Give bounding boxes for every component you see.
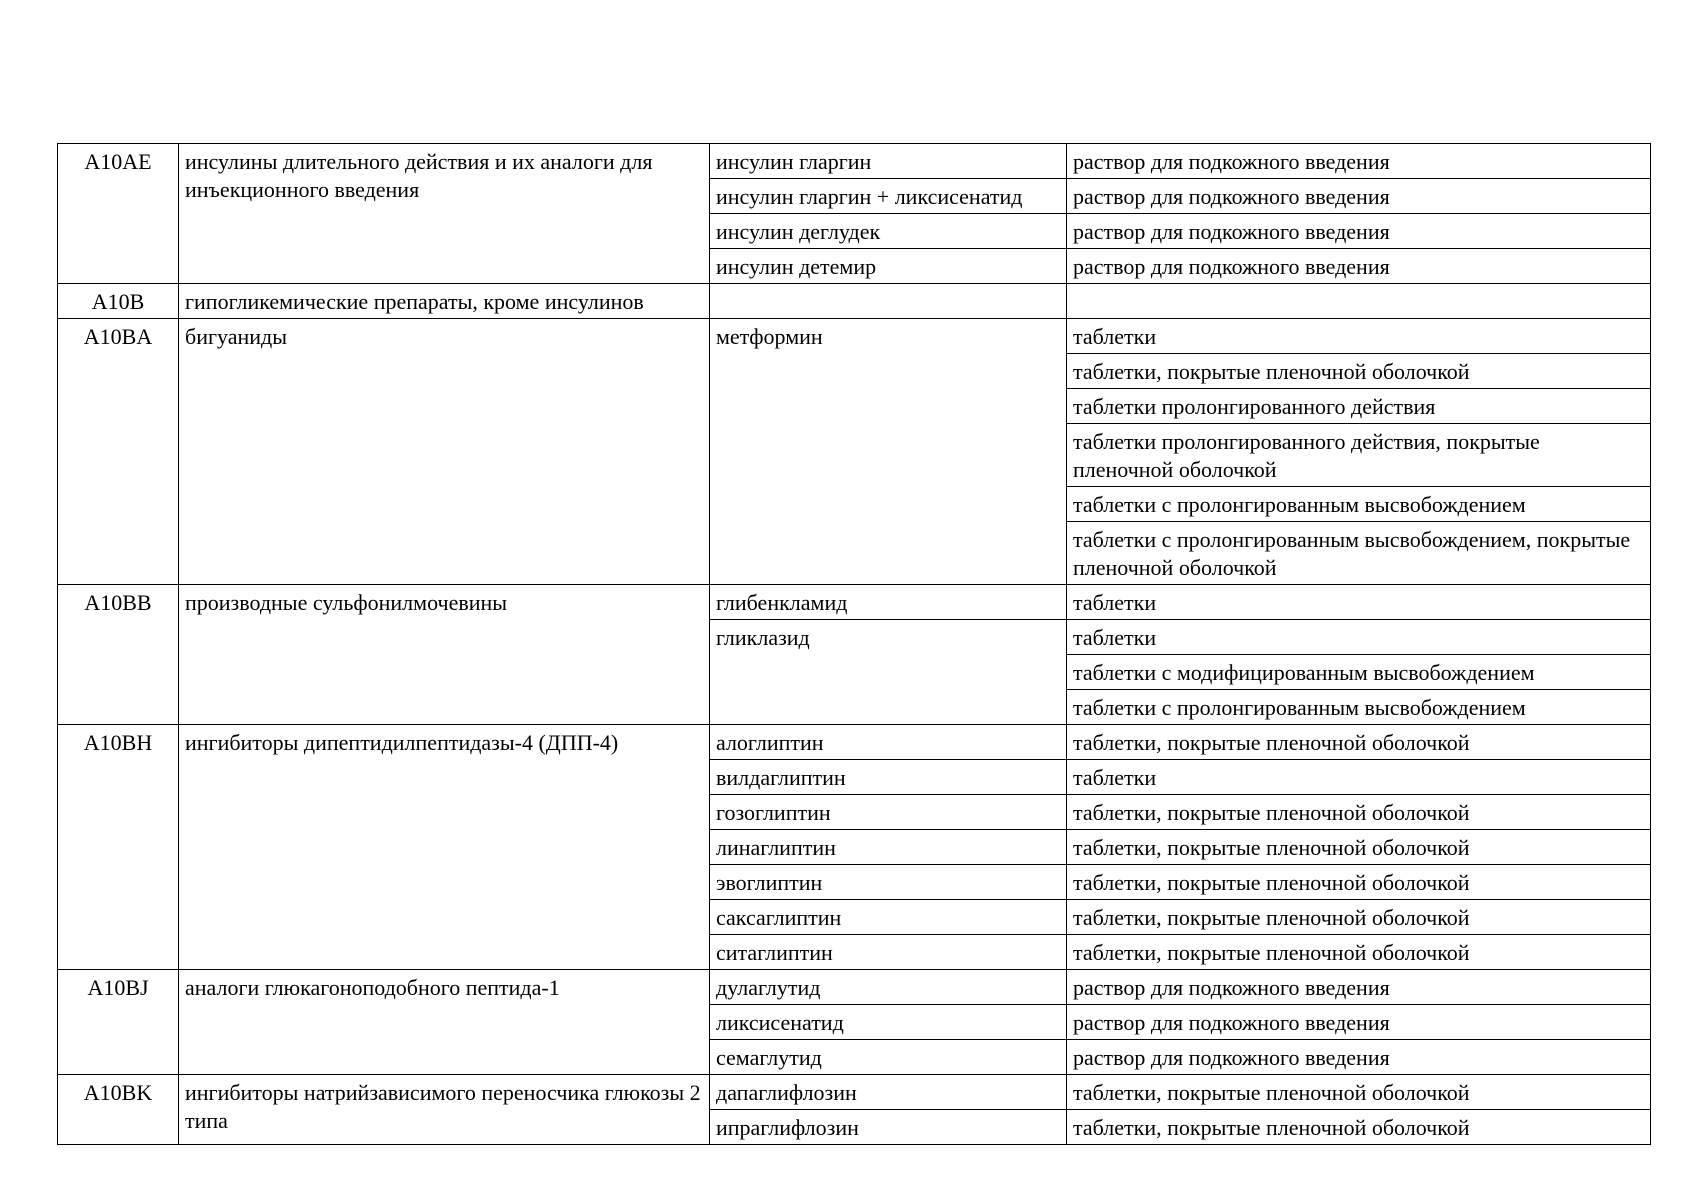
table-row: [58, 725, 1651, 760]
dosage-form-cell: таблетки с пролонгированным высвобождением: [1067, 487, 1651, 522]
dosage-form-cell: раствор для подкожного введения: [1067, 1005, 1651, 1040]
drug-name-cell: ситаглиптин: [710, 935, 1067, 970]
group-name-cell: инсулины длительного действия и их аналоги для инъекционного введения: [179, 144, 710, 284]
dosage-form-cell: таблетки: [1067, 760, 1651, 795]
atc-code-cell: A10BK: [58, 1075, 179, 1145]
atc-code-cell: A10BB: [58, 585, 179, 725]
drug-name-cell: ликсисенатид: [710, 1005, 1067, 1040]
dosage-form-cell: таблетки пролонгированного действия: [1067, 389, 1651, 424]
drug-name-cell: вилдаглиптин: [710, 760, 1067, 795]
drug-name-cell: эвоглиптин: [710, 865, 1067, 900]
dosage-form-cell: таблетки, покрытые пленочной оболочкой: [1067, 725, 1651, 760]
dosage-form-cell: раствор для подкожного введения: [1067, 179, 1651, 214]
group-name-cell: ингибиторы натрийзависимого переносчика глюкозы 2 типа: [179, 1075, 710, 1145]
atc-code-cell: A10BH: [58, 725, 179, 970]
dosage-form-cell: таблетки, покрытые пленочной оболочкой: [1067, 795, 1651, 830]
drug-name-cell: семаглутид: [710, 1040, 1067, 1075]
drug-name-cell: ипраглифлозин: [710, 1110, 1067, 1145]
dosage-form-cell: таблетки, покрытые пленочной оболочкой: [1067, 1075, 1651, 1110]
dosage-form-cell: раствор для подкожного введения: [1067, 214, 1651, 249]
table-row: [58, 284, 1651, 319]
dosage-form-cell: таблетки: [1067, 319, 1651, 354]
dosage-form-cell: раствор для подкожного введения: [1067, 249, 1651, 284]
drug-name-cell: гозоглиптин: [710, 795, 1067, 830]
drug-name-cell: инсулин гларгин + ликсисенатид: [710, 179, 1067, 214]
dosage-form-cell: таблетки с пролонгированным высвобождением: [1067, 690, 1651, 725]
dosage-form-cell: таблетки с модифицированным высвобождением: [1067, 655, 1651, 690]
dosage-form-cell: раствор для подкожного введения: [1067, 970, 1651, 1005]
dosage-form-cell: раствор для подкожного введения: [1067, 144, 1651, 179]
dosage-form-cell: таблетки, покрытые пленочной оболочкой: [1067, 1110, 1651, 1145]
atc-code-cell: A10BA: [58, 319, 179, 585]
drug-name-cell: метформин: [710, 319, 1067, 585]
dosage-form-cell: таблетки: [1067, 585, 1651, 620]
table-row: [58, 319, 1651, 354]
drug-name-cell: дулаглутид: [710, 970, 1067, 1005]
table-body: [58, 144, 1651, 1145]
dosage-form-cell: таблетки с пролонгированным высвобождением, покрытые пленочной оболочкой: [1067, 522, 1651, 585]
table-row: [58, 585, 1651, 620]
atc-code-cell: A10BJ: [58, 970, 179, 1075]
dosage-form-cell: [1067, 284, 1651, 319]
group-name-cell: ингибиторы дипептидилпептидазы-4 (ДПП-4): [179, 725, 710, 970]
drug-table: [57, 143, 1651, 1145]
group-name-cell: гипогликемические препараты, кроме инсулинов: [179, 284, 710, 319]
drug-name-cell: [710, 284, 1067, 319]
dosage-form-cell: таблетки: [1067, 620, 1651, 655]
group-name-cell: производные сульфонилмочевины: [179, 585, 710, 725]
drug-name-cell: алоглиптин: [710, 725, 1067, 760]
group-name-cell: бигуаниды: [179, 319, 710, 585]
group-name-cell: аналоги глюкагоноподобного пептида-1: [179, 970, 710, 1075]
dosage-form-cell: таблетки, покрытые пленочной оболочкой: [1067, 900, 1651, 935]
dosage-form-cell: таблетки, покрытые пленочной оболочкой: [1067, 830, 1651, 865]
dosage-form-cell: таблетки, покрытые пленочной оболочкой: [1067, 354, 1651, 389]
drug-name-cell: линаглиптин: [710, 830, 1067, 865]
table-row: [58, 970, 1651, 1005]
drug-name-cell: инсулин детемир: [710, 249, 1067, 284]
drug-name-cell: саксаглиптин: [710, 900, 1067, 935]
drug-name-cell: инсулин деглудек: [710, 214, 1067, 249]
dosage-form-cell: таблетки пролонгированного действия, покрытые пленочной оболочкой: [1067, 424, 1651, 487]
drug-name-cell: гликлазид: [710, 620, 1067, 725]
dosage-form-cell: таблетки, покрытые пленочной оболочкой: [1067, 865, 1651, 900]
table-row: [58, 1075, 1651, 1110]
drug-name-cell: инсулин гларгин: [710, 144, 1067, 179]
dosage-form-cell: раствор для подкожного введения: [1067, 1040, 1651, 1075]
dosage-form-cell: таблетки, покрытые пленочной оболочкой: [1067, 935, 1651, 970]
atc-code-cell: A10AE: [58, 144, 179, 284]
atc-code-cell: A10B: [58, 284, 179, 319]
drug-name-cell: глибенкламид: [710, 585, 1067, 620]
drug-name-cell: дапаглифлозин: [710, 1075, 1067, 1110]
table-row: [58, 144, 1651, 179]
